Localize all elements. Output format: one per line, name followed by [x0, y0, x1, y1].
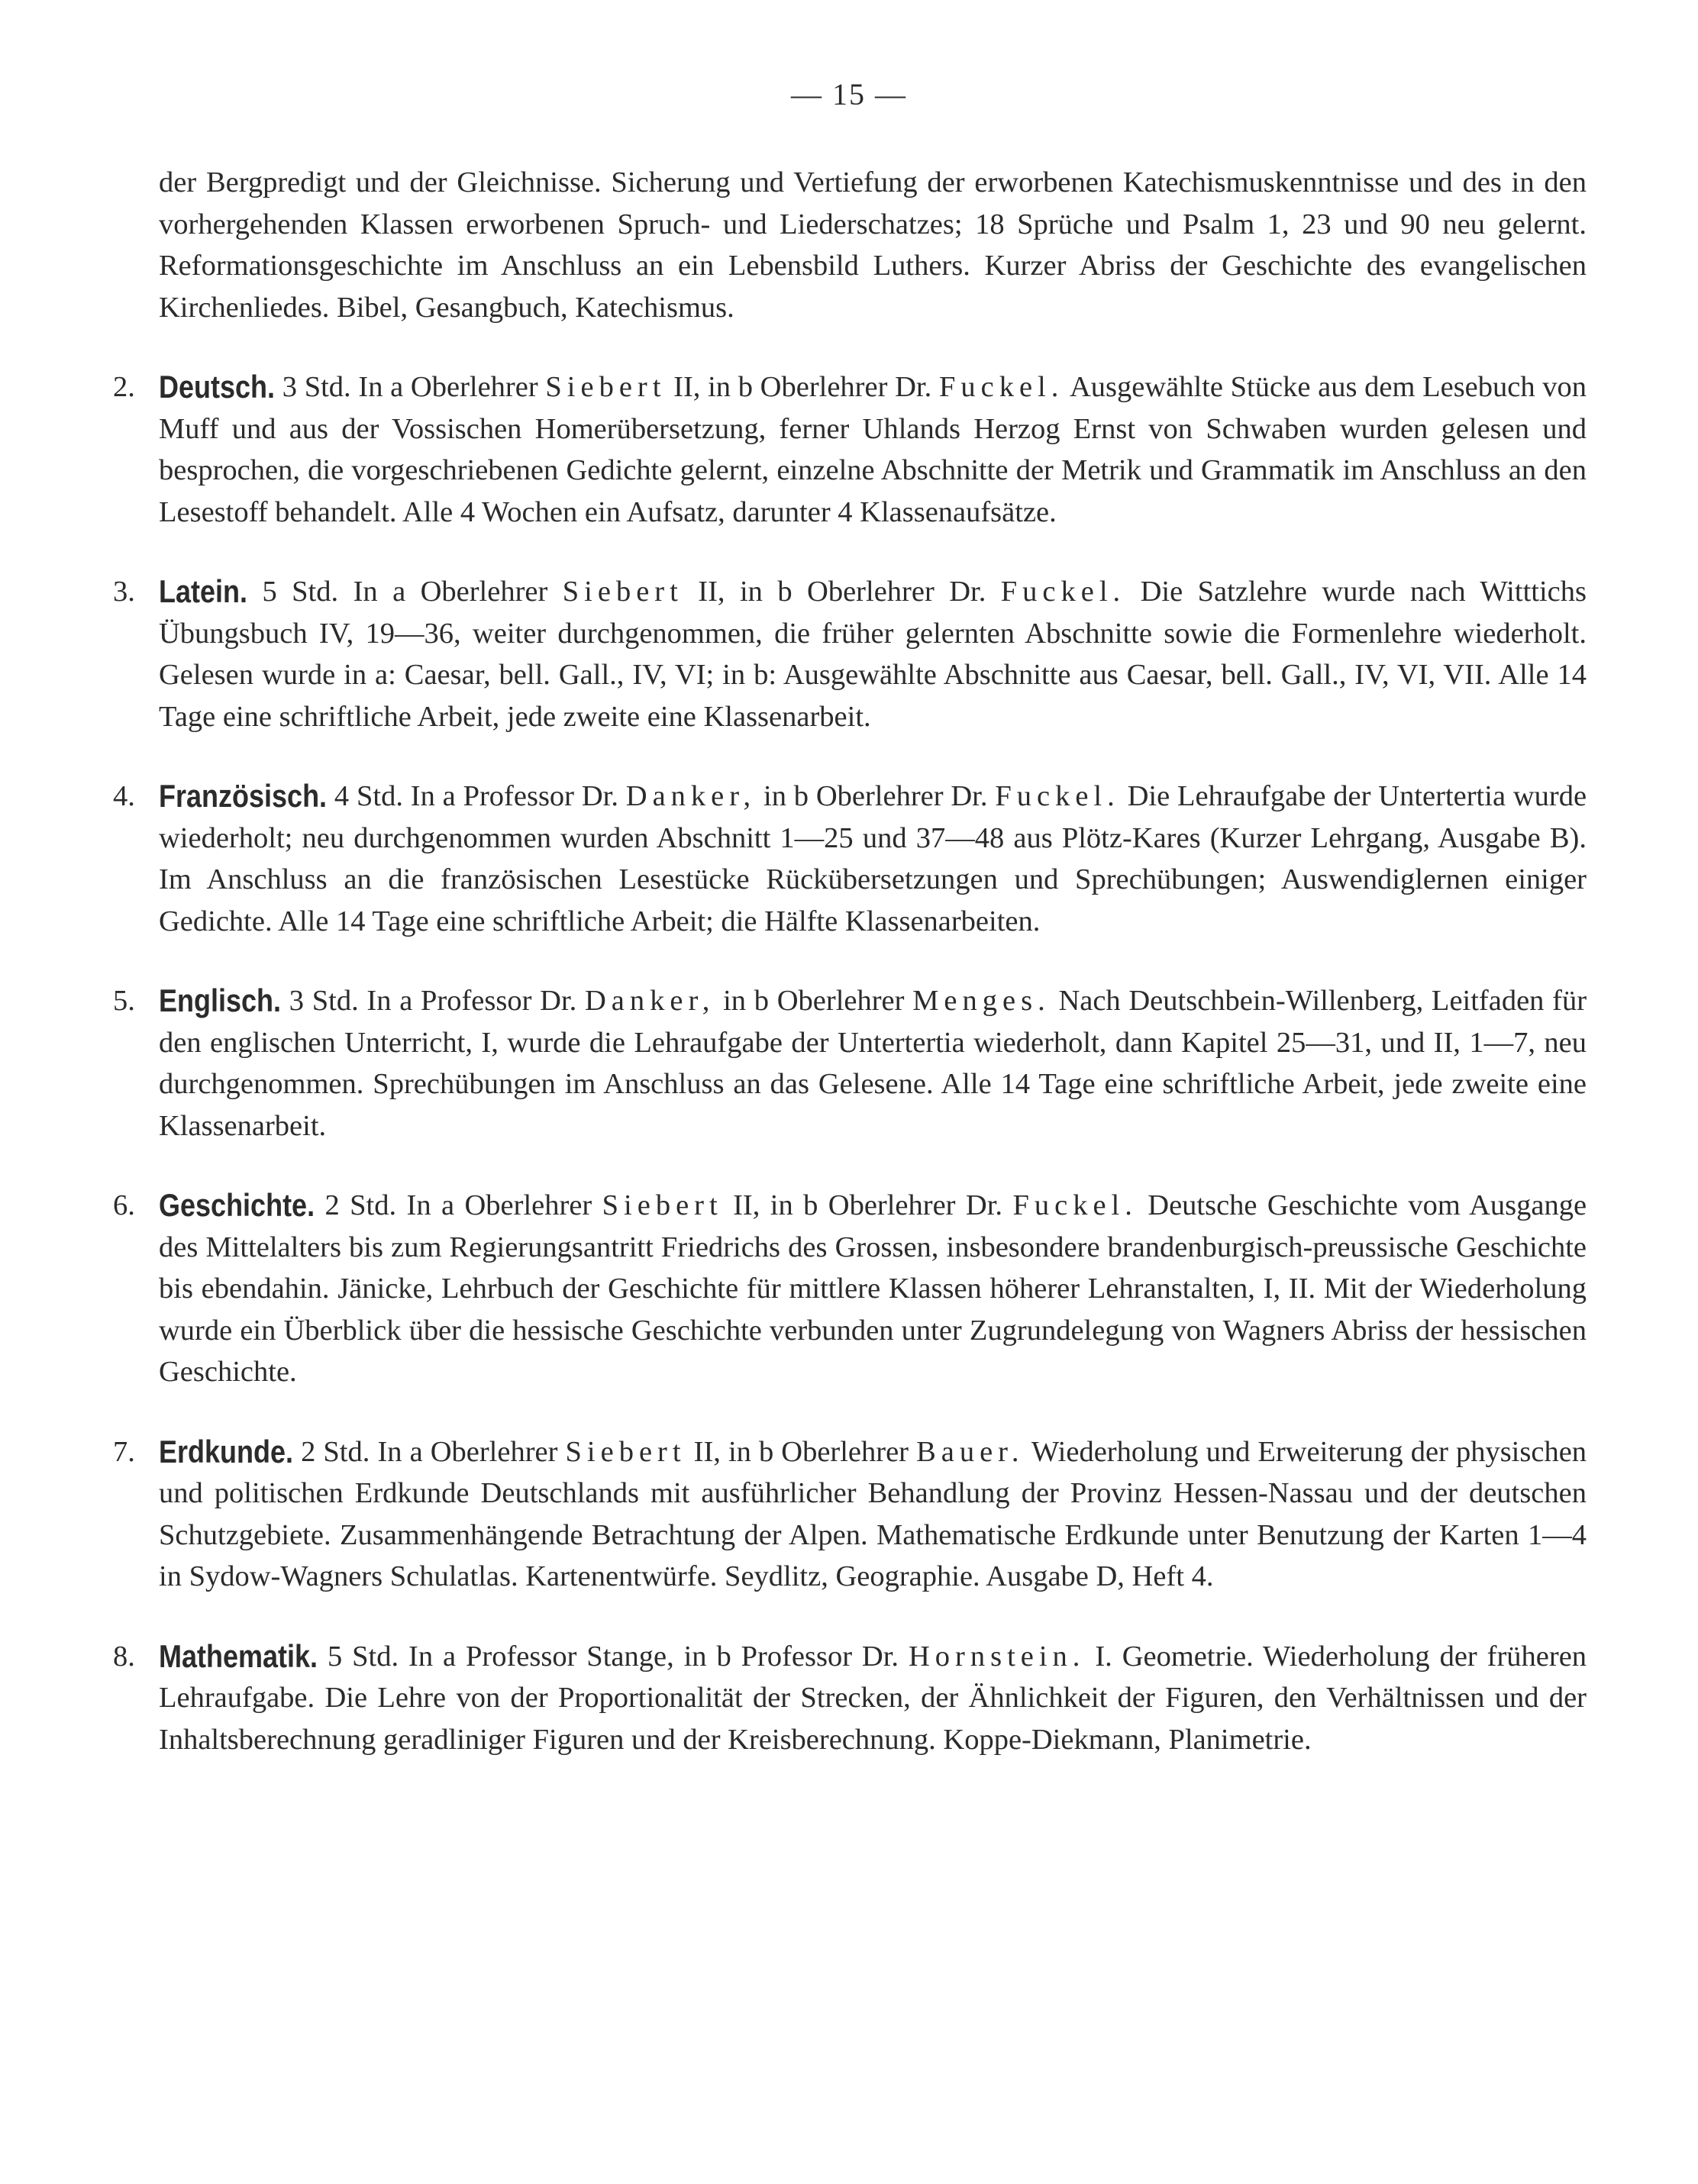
teacher-assignment: in b Oberlehrer: [723, 985, 905, 1017]
teacher-name: Bauer.: [916, 1435, 1025, 1468]
hours: 4 Std.: [334, 780, 403, 812]
section-erdkunde: [113, 1431, 1587, 1598]
section-geschichte: [113, 1185, 1587, 1393]
text-column: [113, 162, 1587, 1798]
teacher-assignment: In a Professor Dr.: [410, 780, 618, 812]
hours: 5 Std.: [327, 1640, 399, 1673]
section-number: 8.: [113, 1640, 135, 1673]
section-number: 7.: [113, 1435, 135, 1468]
subject-heading: Latein.: [159, 573, 248, 609]
section-body: Die Satzlehre wurde nach Witttichs Übungsbuch IV, 19—36, weiter durchgenommen, die früher gelernten Abschnitte sowie die Formenlehre wiederholt. Gelesen wurde in a: Caesar, bell. Gall., IV, VI; in b: Ausgewählte Abschnitte aus Caesar, bell. Gall., IV, VI, VII. Alle 14 Tage eine schriftliche Arbeit, jede zweite eine Klassenarbeit.: [159, 576, 1587, 733]
section-latein: [113, 571, 1587, 737]
teacher-name: Fuckel.: [1000, 576, 1126, 608]
section-number: 6.: [113, 1189, 135, 1221]
teacher-assignment: II, in b Oberlehrer Dr.: [733, 1189, 1003, 1221]
hours: 2 Std.: [301, 1435, 370, 1468]
teacher-assignment: II, in b Oberlehrer Dr.: [698, 576, 986, 608]
teacher-name: Danker,: [585, 985, 715, 1017]
teacher-assignment: In a Oberlehrer: [353, 576, 548, 608]
section-number: 5.: [113, 985, 135, 1017]
section-body: Wiederholung und Erweiterung der physischen und politischen Erdkunde Deutschlands mit ausführlicher Behandlung der Provinz Hessen-Nassau und der deutschen Schutzgebiete. Zusammenhängende Betrachtung der Alpen. Mathematische Erdkunde unter Benutzung der Karten 1—4 in Sydow-Wagners Schulatlas. Kartenentwürfe. Seydlitz, Geographie. Ausgabe D, Heft 4.: [159, 1435, 1587, 1592]
hours: 5 Std.: [262, 576, 339, 608]
section-number: 2.: [113, 371, 135, 403]
subject-heading: Erdkunde.: [159, 1433, 294, 1469]
section-body: I. Geometrie. Wiederholung der früheren Lehraufgabe. Die Lehre von der Proportionalität der Strecken, der Ähnlichkeit der Figuren, den Verhältnissen und der Inhaltsberechnung geradliniger Figuren und der Kreisberechnung. Koppe-Diekmann, Planimetrie.: [159, 1640, 1587, 1756]
teacher-assignment: In a Oberlehrer: [406, 1189, 592, 1221]
teacher-assignment: In a Professor Dr.: [366, 985, 577, 1017]
hours: 3 Std.: [289, 985, 359, 1017]
teacher-name: Hornstein.: [908, 1640, 1086, 1673]
section-body: Deutsche Geschichte vom Ausgange des Mittelalters bis zum Regierungsantritt Friedrichs des Grossen, insbesondere brandenburgisch-preussische Geschichte bis ebendahin. Jänicke, Lehrbuch der Geschichte für mittlere Klassen höherer Lehranstalten, I, II. Mit der Wiederholung wurde ein Überblick über die hessische Geschichte verbunden unter Zugrundelegung von Wagners Abriss der hessischen Geschichte.: [159, 1189, 1587, 1388]
section-number: 3.: [113, 576, 135, 608]
section-body: Ausgewählte Stücke aus dem Lesebuch von Muff und aus der Vossischen Homerübersetzung, ferner Uhlands Herzog Ernst von Schwaben wurden gelesen und besprochen, die vorgeschriebenen Gedichte gelernt, einzelne Abschnitte der Metrik und Grammatik im Anschluss an den Lesestoff behandelt. Alle 4 Wochen ein Aufsatz, darunter 4 Klassenaufsätze.: [159, 371, 1587, 528]
teacher-name: Siebert: [565, 1435, 686, 1468]
teacher-name: Fuckel.: [995, 780, 1120, 812]
section-deutsch: [113, 366, 1587, 533]
teacher-name: Siebert: [602, 1189, 723, 1221]
teacher-name: Fuckel.: [1012, 1189, 1138, 1221]
teacher-assignment: in b Oberlehrer Dr.: [763, 780, 988, 812]
teacher-name: Siebert: [545, 371, 667, 403]
teacher-name: Siebert: [562, 576, 683, 608]
page-number: — 15 —: [791, 77, 907, 111]
section-mathematik: [113, 1636, 1587, 1761]
section-number: 4.: [113, 780, 135, 812]
teacher-name: Menges.: [912, 985, 1051, 1017]
subject-heading: Mathematik.: [159, 1637, 318, 1674]
subject-heading: Französisch.: [159, 777, 328, 814]
hours: 2 Std.: [324, 1189, 397, 1221]
subject-heading: Deutsch.: [159, 368, 276, 405]
teacher-name: Fuckel.: [938, 371, 1064, 403]
teacher-assignment: In a Professor Stange, in b Professor Dr.: [408, 1640, 899, 1673]
section-body: Nach Deutschbein-Willenberg, Leitfaden für den englischen Unterricht, I, wurde die Lehraufgabe der Untertertia wiederholt, dann Kapitel 25—31, und II, 1—7, neu durchgenommen. Sprechübungen im Anschluss an das Gelesene. Alle 14 Tage eine schriftliche Arbeit, jede zweite eine Klassenarbeit.: [159, 985, 1587, 1142]
subject-heading: Geschichte.: [159, 1186, 315, 1223]
teacher-assignment: In a Oberlehrer: [358, 371, 538, 403]
hours: 3 Std.: [282, 371, 351, 403]
teacher-assignment: II, in b Oberlehrer: [693, 1435, 909, 1468]
teacher-assignment: In a Oberlehrer: [377, 1435, 558, 1468]
section-englisch: [113, 980, 1587, 1147]
section-body: Die Lehraufgabe der Untertertia wurde wiederholt; neu durchgenommen wurden Abschnitt 1—25 und 37—48 aus Plötz-Kares (Kurzer Lehrgang, Ausgabe B). Im Anschluss an die französischen Lesestücke Rückübersetzungen und Sprechübungen; Auswendiglernen einiger Gedichte. Alle 14 Tage eine schriftliche Arbeit; die Hälfte Klassenarbeiten.: [159, 780, 1587, 937]
intro-paragraph: der Bergpredigt und der Gleichnisse. Sicherung und Vertiefung der erworbenen Katechismuskenntnisse und des in den vorhergehenden Klassen erworbenen Spruch- und Liederschatzes; 18 Sprüche und Psalm 1, 23 und 90 neu gelernt. Reformationsgeschichte im Anschluss an ein Lebensbild Luthers. Kurzer Abriss der Geschichte des evangelischen Kirchenliedes. Bibel, Gesangbuch, Katechismus.: [159, 166, 1587, 324]
teacher-assignment: II, in b Oberlehrer Dr.: [673, 371, 932, 403]
teacher-name: Danker,: [625, 780, 757, 812]
section-franzoesisch: [113, 776, 1587, 942]
subject-heading: Englisch.: [159, 982, 282, 1018]
